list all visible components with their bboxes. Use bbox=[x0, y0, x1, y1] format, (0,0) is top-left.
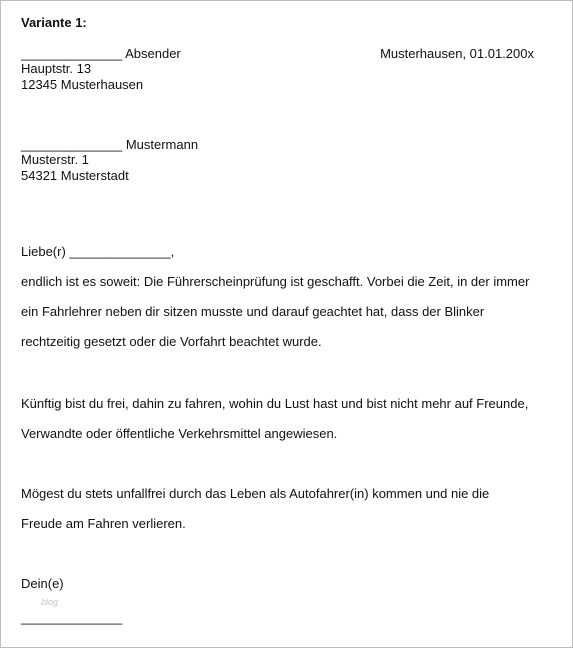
body-line: rechtzeitig gesetzt oder die Vorfahrt beachtet wurde. bbox=[21, 334, 322, 349]
body-line: Verwandte oder öffentliche Verkehrsmittel angewiesen. bbox=[21, 426, 338, 441]
sender-street: Hauptstr. 13 bbox=[21, 61, 92, 76]
recipient-name-line: ______________ Mustermann bbox=[21, 137, 199, 152]
closing: Dein(e) bbox=[21, 576, 64, 591]
place-date: Musterhausen, 01.01.200x bbox=[380, 46, 534, 61]
recipient-street: Musterstr. 1 bbox=[21, 152, 89, 167]
body-line: endlich ist es soweit: Die Führerscheinprüfung ist geschafft. Vorbei die Zeit, in der immer bbox=[21, 274, 530, 289]
body-line: Freude am Fahren verlieren. bbox=[21, 516, 186, 531]
salutation: Liebe(r) ______________, bbox=[21, 244, 175, 259]
watermark-text: blog bbox=[41, 597, 59, 607]
recipient-city: 54321 Musterstadt bbox=[21, 168, 129, 183]
body-line: Künftig bist du frei, dahin zu fahren, wohin du Lust hast und bist nicht mehr auf Freunde, bbox=[21, 396, 529, 411]
signature-line: ______________ bbox=[21, 610, 123, 625]
sender-name-line: ______________ Absender bbox=[21, 46, 181, 61]
body-line: Mögest du stets unfallfrei durch das Leben als Autofahrer(in) kommen und nie die bbox=[21, 486, 490, 501]
variant-heading: Variante 1: bbox=[21, 15, 87, 30]
sender-city: 12345 Musterhausen bbox=[21, 77, 144, 92]
body-line: ein Fahrlehrer neben dir sitzen musste und darauf geachtet hat, dass der Blinker bbox=[21, 304, 485, 319]
